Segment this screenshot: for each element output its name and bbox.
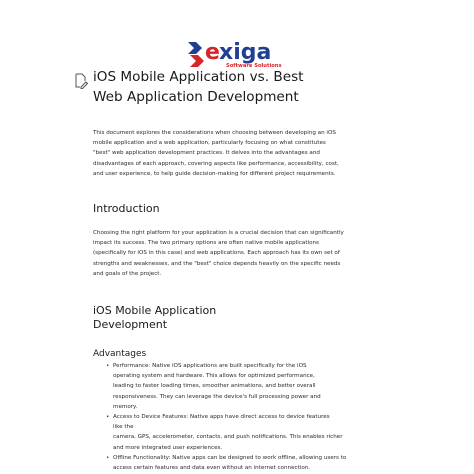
bullet-icon: •	[106, 454, 110, 461]
list-item-line: operating system and hardware. This allows for optimized performance,	[113, 373, 315, 380]
paragraph-line: Choosing the right platform for your application is a crucial decision that can significantly	[93, 230, 344, 236]
list-item	[106, 361, 386, 412]
svg-text:Software Solutions: Software Solutions	[226, 63, 282, 69]
advantages-list	[106, 361, 386, 473]
list-item-line: like the	[113, 424, 134, 431]
list-item-line: and more integrated user experiences.	[113, 444, 223, 451]
paragraph-line: This document explores the considerations when choosing between developing an iOS	[93, 130, 336, 136]
heading-line: Development	[93, 318, 168, 331]
bullet-icon: •	[106, 363, 110, 369]
paragraph-line: strengths and weaknesses, and the "best" choice depends heavily on the specific needs	[93, 260, 341, 267]
paragraph-line: mobile application and a web application, particularly focusing on what constitutes	[93, 140, 326, 147]
list-item-line: camera, GPS, accelerometer, contacts, and push notifications. This enables richer	[113, 434, 343, 441]
paragraph-line: disadvantages of each approach, covering aspects like performance, accessibility, cost,	[93, 160, 339, 167]
list-item-line: Offline Functionality: Native apps can be designed to work offline, allowing users to	[113, 454, 347, 461]
list-item	[106, 453, 386, 473]
paragraph-line: and user experience, to help guide decision-making for different project requirements.	[93, 170, 336, 177]
bullet-icon: •	[106, 414, 110, 421]
list-item-line: responsiveness. They can leverage the device's full processing power and	[113, 393, 321, 400]
list-item	[106, 412, 386, 453]
title-line-2: Web Application Development	[93, 89, 299, 105]
list-item-line: access certain features and data even without an internet connection.	[113, 465, 311, 472]
introduction-paragraph	[93, 228, 383, 279]
svg-text:e: e	[205, 40, 220, 65]
document-title	[93, 67, 393, 107]
paragraph-line: and goals of the project.	[93, 270, 162, 277]
list-item-line: Performance: Native iOS applications are built specifically for the iOS	[113, 363, 307, 369]
subheading-advantages: Advantages	[93, 349, 147, 359]
section-heading-introduction: Introduction	[93, 202, 160, 215]
svg-text:xiga: xiga	[219, 40, 272, 65]
title-line-1: iOS Mobile Application vs. Best	[93, 69, 304, 85]
heading-line: iOS Mobile Application	[93, 304, 217, 317]
list-item-line: Access to Device Features: Native apps have direct access to device features	[113, 414, 330, 421]
document-edit-icon	[74, 73, 88, 89]
section-heading-ios	[93, 304, 216, 332]
paragraph-line: impact its success. The two primary options are often native mobile applications	[93, 240, 319, 247]
list-item-line: leading to faster loading times, smoother animations, and better overall	[113, 383, 316, 390]
intro-paragraph	[93, 128, 383, 179]
list-item-line: memory.	[113, 403, 138, 410]
paragraph-line: "best" web application development practices. It delves into the advantages and	[93, 150, 320, 157]
paragraph-line: (specifically for iOS in this case) and web applications. Each approach has its own set of	[93, 250, 340, 257]
